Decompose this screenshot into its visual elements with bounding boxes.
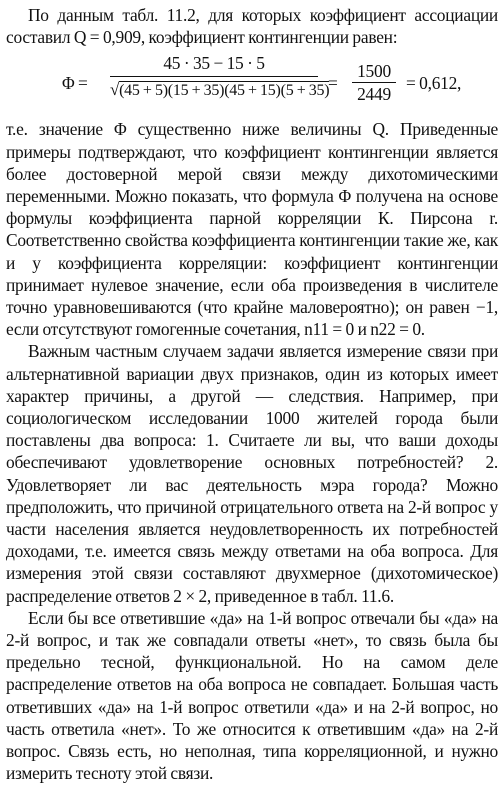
formula-result: = 0,612, xyxy=(406,73,462,94)
formula-result-fraction xyxy=(352,60,396,105)
contingency-formula xyxy=(6,52,498,114)
formula-lhs: Φ = xyxy=(62,73,88,94)
result-denominator: 2449 xyxy=(357,84,391,105)
formula-equals: = xyxy=(328,73,338,94)
paragraph-alternative-variation: Важным частным случаем задачи является измерение связи при альтернативной вариации двух признаков, один из которых имеет характер причины, а другой — следствия. Например, при социологическом исследовании 1000 жителей города были поставлены два вопроса: 1. Считаете ли вы, что ваши доходы обеспечивают удовлетворение основных потребностей? 2. Удовлетворяет ли вас деятельность мэра города? Можно предположить, что причиной отрицательного ответа на 2-й вопрос у части населения является неудовлетворенность их потребностей доходами, т.е. имеется связь между ответами на оба вопроса. Для измерения этой связи составляют двухмерное (дихотомическое) распределение ответов 2 × 2, приведенное в табл. 11.6. xyxy=(6,341,498,606)
formula-numerator: 45 · 35 − 15 · 5 xyxy=(163,53,265,74)
intro-paragraph: По данным табл. 11.2, для которых коэффициент ассоциации составил Q = 0,909, коэффициент контингенции равен: xyxy=(6,5,498,48)
formula-denominator-text: (45 + 5)(15 + 35)(45 + 15)(5 + 35) xyxy=(119,82,330,100)
fraction-bar xyxy=(110,76,318,77)
sqrt-symbol: √ xyxy=(110,80,120,100)
paragraph-answer-distribution: Если бы все ответившие «да» на 1-й вопрос отвечали бы «да» на 2-й вопрос, и так же совпадали ответы «нет», то связь была бы предельно тесной, функциональной. Но на самом деле распределение ответов на оба вопроса не совпадает. Большая часть ответивших «да» на 1-й вопрос ответили «да» и на 2-й вопрос, но часть ответила «нет». То же относится к ответившим «да» на 2-й вопрос. Связь есть, но неполная, типа корреляционной, и нужно измерить тесноту этой связи. xyxy=(6,607,498,784)
result-numerator: 1500 xyxy=(357,61,391,82)
formula-denominator xyxy=(110,79,330,102)
formula-fraction xyxy=(110,52,330,102)
paragraph-phi-properties: т.е. значение Φ существенно ниже величины Q. Приведенные примеры подтверждают, что коэффициент контингенции является более достоверной мерой связи между дихотомическими переменными. Можно показать, что формула Φ получена на основе формулы коэффициента парной корреляции К. Пирсона r. Соответственно свойства коэффициента контингенции такие же, как и у коэффициента корреляции: коэффициент контингенции принимает нулевое значение, если оба произведения в числителе точно уравновешиваются (что крайне маловероятно); он равен −1, если отсутствуют гомогенные сочетания, n11 = 0 и n22 = 0. xyxy=(6,119,498,340)
